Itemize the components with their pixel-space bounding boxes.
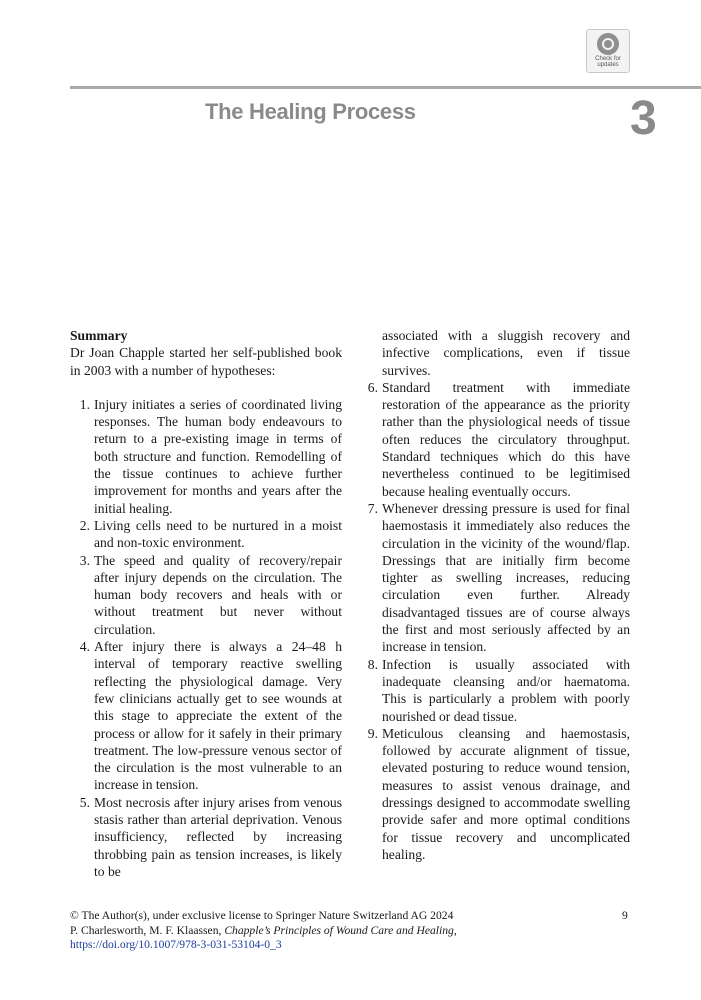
check-for-updates-icon [597,33,619,55]
citation-line: P. Charlesworth, M. F. Klaassen, Chapple’s Principles of Wound Care and Healing, [70,923,457,937]
list-item: 4. After injury there is always a 24–48 h interval of temporary reactive swelling reflecting the physiological damage. Very few clinicians actually get to see wounds at this stage to appreciate the extent of the process or allow for it safely in their primary treatment. The low-pressure venous sector of the circulation is the most vulnerable to an increase in tension. [79,639,342,793]
page-number: 9 [622,909,628,922]
list-item-continuation: associated with a sluggish recovery and infective complications, even if tissue survives. [382,328,630,378]
list-item: 7. Whenever dressing pressure is used for final haemostasis it immediately also reduces the circulation in the vicinity of the wound/flap. Dressings that are initially firm become tighter as swelling increases, reducing circulation even further. Already disadvantaged tissues are of course always the first and most seriously affected by an increase in tension. [367,500,630,655]
list-item: 5. Most necrosis after injury arises from venous stasis rather than arterial deprivation. Venous insufficiency, reflected by increasing throbbing pain as tension increases, is likely to be [79,794,342,879]
list-item: 1. Injury initiates a series of coordinated living responses. The human body endeavours to return to a pre-existing image in terms of both structure and function. Remodelling of the tissue continues to achieve further improvement for months and years after the initial healing. [79,396,342,516]
header-rule [70,86,701,89]
hypotheses-list-part-1 [70,396,342,880]
book-title: Chapple’s Principles of Wound Care and Healing [224,923,454,937]
left-column [70,327,342,880]
list-item: 2. Living cells need to be nurtured in a moist and non-toxic environment. [79,517,342,551]
summary-intro: Dr Joan Chapple started her self-published book in 2003 with a number of hypotheses: [70,345,342,378]
chapter-number: 3 [630,92,657,145]
check-for-updates-badge[interactable] [586,29,630,73]
chapter-title: The Healing Process [205,99,416,124]
right-column [358,327,630,863]
footer [70,909,630,953]
list-item: 9. Meticulous cleansing and haemostasis, followed by accurate alignment of tissue, elevated posturing to reduce wound tension, measures to assist venous drainage, and dressings designed to accommodate swelling provide safer and more optimal conditions for tissue recovery and uncomplicated healing. [367,725,630,862]
list-item: 3. The speed and quality of recovery/repair after injury depends on the circulation. The human body recovers and heals with or without treatment but never without circulation. [79,552,342,637]
badge-label: Check for updates [595,56,621,68]
summary-heading: Summary [70,328,128,343]
copyright-line: © The Author(s), under exclusive license to Springer Nature Switzerland AG 2024 [70,909,454,922]
list-item: 6. Standard treatment with immediate restoration of the appearance as the priority rather than the physiological needs of tissue often reduces the circulatory throughput. Standard techniques which do this have nevertheless continued to be legitimised because healing eventually occurs. [367,379,630,499]
hypotheses-list-part-2 [358,379,630,863]
list-item: 8. Infection is usually associated with inadequate cleansing and/or haematoma. This is particularly a problem with poorly nourished or dead tissue. [367,656,630,724]
doi-link[interactable]: https://doi.org/10.1007/978-3-031-53104-0_3 [70,938,282,951]
